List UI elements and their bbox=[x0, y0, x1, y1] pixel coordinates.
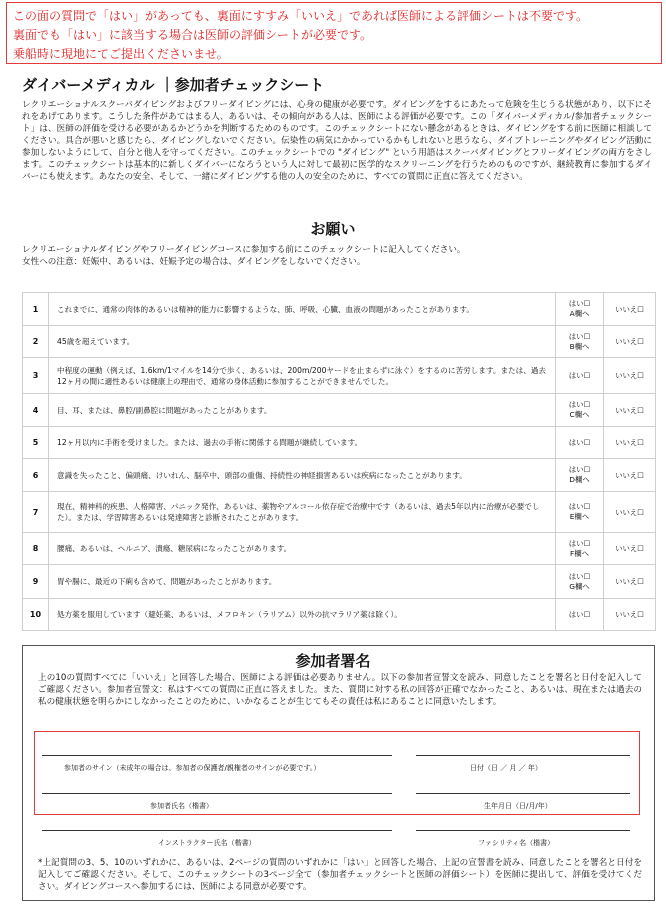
no-checkbox[interactable]: いいえ☐ bbox=[604, 394, 656, 427]
question-number: 9 bbox=[23, 565, 49, 599]
yes-note: B欄へ bbox=[569, 341, 590, 351]
question-row bbox=[23, 459, 656, 492]
yes-checkbox[interactable] bbox=[556, 533, 604, 565]
request-line: 女性への注意：妊娠中、あるいは、妊娠予定の場合は、ダイビングをしないでください。 bbox=[22, 257, 366, 267]
no-checkbox[interactable]: いいえ☐ bbox=[604, 326, 656, 358]
question-text: 12ヶ月以内に手術を受けました。または、過去の手術に関係する問題が継続しています。 bbox=[49, 427, 556, 459]
questions-table bbox=[22, 292, 656, 631]
no-checkbox[interactable]: いいえ☐ bbox=[604, 358, 656, 394]
document-title: ダイバーメディカル ｜参加者チェックシート bbox=[22, 76, 325, 94]
yes-label: はい☐ bbox=[568, 299, 591, 308]
intro-paragraph: レクリエーショナルスクーバダイビングおよびフリーダイビングには、心身の健康が必要です。ダイビングをするにあたって危険を生じうる状態があり、以下にそれをあげてあります。こうした条件があてはまる人、あるいは、その傾向がある人は、医師による評価が必要です。この「ダイバーメディカル/参加者チェックシート」は、医師の評価を受ける必要があるかどうかを判断するためのものです。このチェックシートにない懸念があるときは、ダイビングをする前に医師に相談してください。具合が悪いと感じたら、ダイビングしないでください。伝染性の病気にかかっているかもしれないと思うなら、ダイブトレーニングやダイビング活動に参加しないようにして、自分と他人を守ってください。このチェックシートでの "ダイビング" という用語はスクーバダイビングとフリーダイビングの両方をさします。このチェックシートは基本的に新しくダイバーになろうという人に対して最初に医学的なスクリーニングを行うためのものですが、継続教育に参加するダイバーにも使えます。あなたの安全、そして、一緒にダイビングする他の人の安全のために、すべての質問に正直に答えてください。 bbox=[22, 100, 652, 182]
instructor-name-line[interactable] bbox=[42, 830, 392, 831]
yes-label: はい☐ bbox=[568, 609, 591, 619]
question-number: 7 bbox=[23, 492, 49, 533]
yes-note: D欄へ bbox=[569, 475, 590, 484]
date-line[interactable] bbox=[416, 755, 630, 756]
no-checkbox[interactable]: いいえ☐ bbox=[604, 459, 656, 492]
yes-label: はい☐ bbox=[568, 465, 591, 474]
participant-name-line[interactable] bbox=[42, 793, 392, 794]
date-label: 日付（日 ／ 月 ／ 年） bbox=[470, 764, 542, 772]
yes-checkbox[interactable] bbox=[556, 599, 604, 631]
request-line: レクリエーショナルダイビングやフリーダイビングコースに参加する前にこのチェックシートに記入してください。 bbox=[22, 245, 466, 255]
question-text: 中程度の運動（例えば、1.6km/1マイルを14分で歩く、あるいは、200m/200ヤードを止まらずに泳ぐ）をするのに苦労します。または、過去12ヶ月の間に適性あるいは健康上の理由で、通常の身体活動に参加することができませんでした。 bbox=[49, 358, 556, 394]
question-text: 現在、精神科的疾患、人格障害、パニック発作、あるいは、薬物やアルコール依存症で治療中です（あるいは、過去5年以内に治療が必要でした）。または、学習障害あるいは発達障害と診断されたことがあります。 bbox=[49, 492, 556, 533]
request-title: お願い bbox=[310, 220, 356, 238]
question-row bbox=[23, 599, 656, 631]
question-row bbox=[23, 394, 656, 427]
question-text: これまでに、通常の肉体的あるいは精神的能力に影響するような、肺、呼吸、心臓、血液の問題があったことがあります。 bbox=[49, 293, 556, 326]
facility-name-label: ファシリティ名（楷書） bbox=[478, 839, 555, 847]
question-text: 45歳を超えています。 bbox=[49, 326, 556, 358]
yes-note: E欄へ bbox=[569, 512, 590, 521]
signature-title: 参加者署名 bbox=[295, 652, 371, 670]
no-checkbox[interactable]: いいえ☐ bbox=[604, 492, 656, 533]
question-number: 8 bbox=[23, 533, 49, 565]
yes-note: C欄へ bbox=[569, 410, 590, 419]
question-row bbox=[23, 326, 656, 358]
notice-line: 乗船時に現地にてご提出くださいませ。 bbox=[13, 47, 229, 61]
yes-checkbox[interactable] bbox=[556, 358, 604, 394]
yes-label: はい☐ bbox=[568, 437, 591, 447]
question-row bbox=[23, 427, 656, 459]
footnote-text: *上記質問の3、5、10のいずれかに、あるいは、2ページの質問のいずれかに「はい」と回答した場合、上記の宣誓書を読み、同意したことを署名と日付を記入してご確認ください。そして、このチェックシートの3ページ全て（参加者チェックシートと医師の評価シート）を医師に提出して、評価を受けてください。ダイビングコースへ参加するには、医師による同意が必要です。 bbox=[38, 858, 642, 892]
question-number: 3 bbox=[23, 358, 49, 394]
yes-checkbox[interactable] bbox=[556, 326, 604, 358]
no-checkbox[interactable]: いいえ☐ bbox=[604, 293, 656, 326]
no-checkbox[interactable]: いいえ☐ bbox=[604, 565, 656, 599]
participant-name-label: 参加者氏名（楷書） bbox=[150, 802, 213, 810]
yes-checkbox[interactable] bbox=[556, 293, 604, 326]
question-row bbox=[23, 358, 656, 394]
yes-label: はい☐ bbox=[568, 331, 591, 341]
yes-note: F欄へ bbox=[569, 548, 590, 558]
no-checkbox[interactable]: いいえ☐ bbox=[604, 599, 656, 631]
yes-label: はい☐ bbox=[568, 400, 591, 409]
question-number: 1 bbox=[23, 293, 49, 326]
question-text: 目、耳、または、鼻腔/副鼻腔に問題があったことがあります。 bbox=[49, 394, 556, 427]
question-row bbox=[23, 565, 656, 599]
yes-checkbox[interactable] bbox=[556, 492, 604, 533]
notice-line: 裏面でも「はい」に該当する場合は医師の評価シートが必要です。 bbox=[13, 28, 373, 42]
question-number: 5 bbox=[23, 427, 49, 459]
question-row bbox=[23, 293, 656, 326]
question-row bbox=[23, 533, 656, 565]
facility-name-line[interactable] bbox=[416, 830, 630, 831]
notice-line: この面の質問で「はい」があっても、裏面にすすみ「いいえ」であれば医師による評価シートは不要です。 bbox=[13, 9, 589, 23]
yes-checkbox[interactable] bbox=[556, 394, 604, 427]
birthdate-label: 生年月日（日/月/年） bbox=[484, 802, 552, 810]
declaration-text: 上の10の質問すべてに「いいえ」と回答した場合、医師による評価は必要ありません。以下の参加者宣誓文を読み、同意したことを署名と日付を記入してご確認ください。参加者宣誓文：私はすべての質問に正直に答えました。また、質問に対する私の回答が正確でなかったこと、あるいは、現在または過去の私の健康状態を明らかにしなかったことのために、いかなることが生じてもその責任は私にあることに同意いたします。 bbox=[38, 673, 642, 707]
participant-signature-label: 参加者のサイン（未成年の場合は、参加者の保護者/親権者のサインが必要です。） bbox=[64, 764, 321, 772]
yes-label: はい☐ bbox=[568, 538, 591, 548]
no-checkbox[interactable]: いいえ☐ bbox=[604, 427, 656, 459]
question-number: 4 bbox=[23, 394, 49, 427]
question-number: 10 bbox=[23, 599, 49, 631]
instructor-name-label: インストラクター氏名（楷書） bbox=[158, 839, 256, 847]
yes-label: はい☐ bbox=[568, 370, 591, 380]
question-text: 意識を失ったこと、偏頭痛、けいれん、脳卒中、頭部の重傷、持続性の神経損害あるいは疾病になったことがあります。 bbox=[49, 459, 556, 492]
question-text: 腰痛、あるいは、ヘルニア、潰瘍、糖尿病になったことがあります。 bbox=[49, 533, 556, 565]
yes-note: G欄へ bbox=[569, 581, 590, 591]
red-notice-box bbox=[6, 2, 662, 64]
question-text: 胃や腸に、最近の下痢も含めて、問題があったことがあります。 bbox=[49, 565, 556, 599]
yes-note: A欄へ bbox=[569, 309, 590, 318]
no-checkbox[interactable]: いいえ☐ bbox=[604, 533, 656, 565]
yes-checkbox[interactable] bbox=[556, 427, 604, 459]
birthdate-line[interactable] bbox=[416, 793, 630, 794]
question-text: 処方薬を服用しています（避妊薬、あるいは、メフロキン（ラリアム）以外の抗マラリア薬は除く）。 bbox=[49, 599, 556, 631]
question-number: 2 bbox=[23, 326, 49, 358]
question-row bbox=[23, 492, 656, 533]
participant-signature-line[interactable] bbox=[42, 755, 392, 756]
request-text bbox=[22, 244, 652, 268]
yes-label: はい☐ bbox=[568, 571, 591, 581]
yes-checkbox[interactable] bbox=[556, 565, 604, 599]
question-number: 6 bbox=[23, 459, 49, 492]
yes-checkbox[interactable] bbox=[556, 459, 604, 492]
yes-label: はい☐ bbox=[568, 502, 591, 511]
